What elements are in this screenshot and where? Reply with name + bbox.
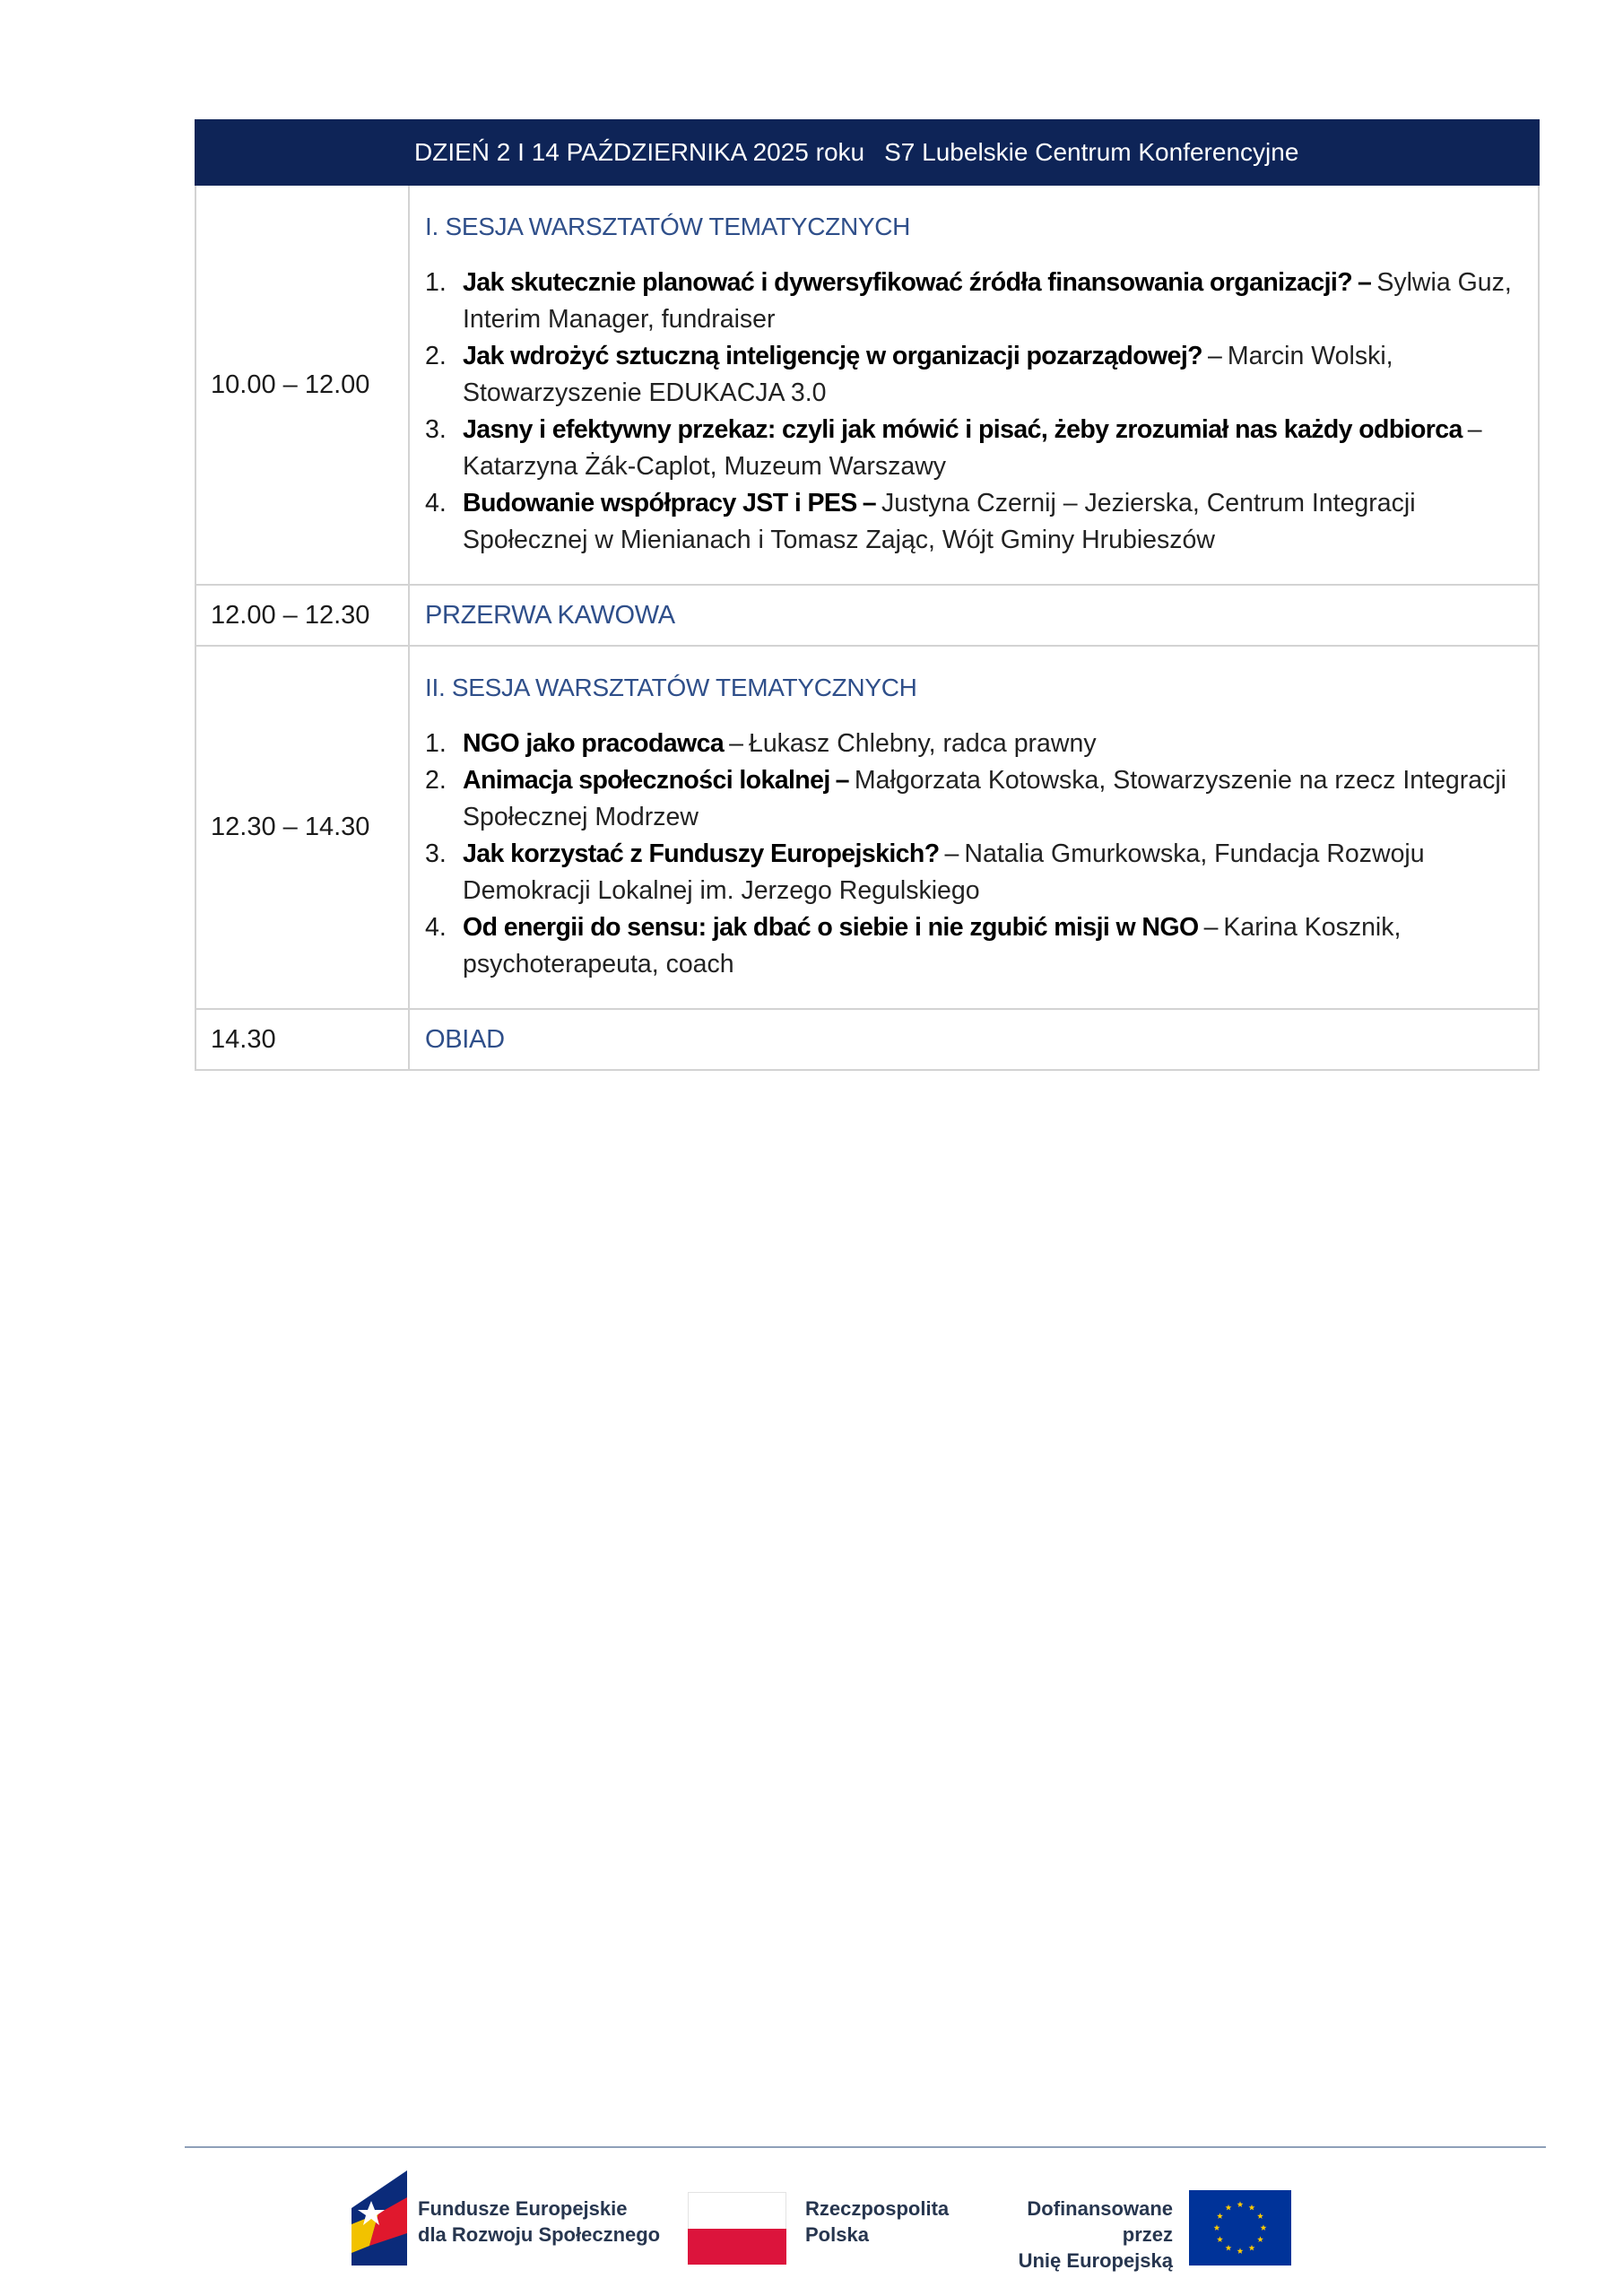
coffee-break-row [195, 585, 1539, 646]
eu-flag-icon [1189, 2190, 1291, 2266]
time-cell: 12.00 – 12.30 [195, 585, 409, 646]
item-dash: – [1207, 342, 1222, 370]
item-dash: – [862, 489, 876, 517]
item-speaker: Justyna Czernij – Jezierska, Centrum Integracji Społecznej w Mienianach i Tomasz Zając, Wójt Gminy Hrubieszów [463, 489, 1416, 554]
item-speaker: Małgorzata Kotowska, Stowarzyszenie na rzecz Integracji Społecznej Modrzew [463, 766, 1506, 831]
item-number: 3. [425, 415, 447, 444]
fundusze-europejskie-logo-icon [352, 2170, 407, 2266]
lunch-row [195, 1009, 1539, 1070]
time-cell: 10.00 – 12.00 [195, 185, 409, 585]
item-number: 4. [425, 489, 447, 517]
item-dash: – [1467, 415, 1482, 444]
agenda-table [195, 119, 1540, 1071]
pl-line-2: Polska [805, 2223, 869, 2246]
item-speaker: Natalia Gmurkowska, Fundacja Rozwoju Demokracji Lokalnej im. Jerzego Regulskiego [463, 839, 1425, 905]
fe-line-1: Fundusze Europejskie [418, 2197, 628, 2220]
item-dash: – [1203, 913, 1219, 942]
fe-program-name [418, 2196, 660, 2248]
item-number: 4. [425, 913, 447, 942]
session-content [409, 646, 1539, 1009]
item-title: Animacja społeczności lokalnej [463, 766, 830, 795]
day-header-row [195, 120, 1539, 185]
list-item [425, 485, 1522, 559]
item-dash: – [835, 766, 849, 795]
item-number: 3. [425, 839, 447, 868]
item-speaker: Katarzyna Żák-Caplot, Muzeum Warszawy [463, 452, 947, 481]
eu-line-1: Dofinansowane przez [1027, 2197, 1173, 2246]
session-content [409, 185, 1539, 585]
time-cell: 14.30 [195, 1009, 409, 1070]
day-header-venue: S7 Lubelskie Centrum Konferencyjne [884, 138, 1299, 166]
list-item [425, 909, 1522, 983]
item-title: Budowanie współpracy JST i PES [463, 489, 857, 517]
item-title: NGO jako pracodawca [463, 729, 725, 758]
funding-footer [0, 2170, 1623, 2272]
workshop-list [425, 265, 1522, 559]
footer-divider [185, 2146, 1546, 2148]
list-item [425, 338, 1522, 412]
item-dash: – [944, 839, 959, 868]
list-item [425, 762, 1522, 836]
item-dash: – [729, 729, 743, 758]
item-title: Jak wdrożyć sztuczną inteligencję w organizacji pozarządowej? [463, 342, 1202, 370]
item-title: Jak skutecznie planować i dywersyfikować źródła finansowania organizacji? [463, 268, 1353, 297]
item-number: 1. [425, 729, 447, 758]
item-dash: – [1358, 268, 1372, 297]
session-row-1 [195, 185, 1539, 585]
item-title: Od energii do sensu: jak dbać o siebie i nie zgubić misji w NGO [463, 913, 1199, 942]
item-number: 1. [425, 268, 447, 297]
list-item [425, 726, 1522, 762]
list-item [425, 265, 1522, 338]
item-title: Jasny i efektywny przekaz: czyli jak mówić i pisać, żeby zrozumiał nas każdy odbiorca [463, 415, 1462, 444]
item-speaker: Łukasz Chlebny, radca prawny [748, 729, 1097, 758]
eu-cofinancing-label [983, 2196, 1173, 2274]
session-title: I. SESJA WARSZTATÓW TEMATYCZNYCH [425, 213, 911, 240]
item-number: 2. [425, 766, 447, 795]
workshop-list [425, 726, 1522, 983]
session-row-2 [195, 646, 1539, 1009]
coffee-break-label: PRZERWA KAWOWA [409, 585, 1539, 646]
item-speaker: Karina Kosznik, psychoterapeuta, coach [463, 913, 1402, 978]
day-header [195, 120, 1539, 185]
time-cell: 12.30 – 14.30 [195, 646, 409, 1009]
list-item [425, 412, 1522, 485]
pl-line-1: Rzeczpospolita [805, 2197, 950, 2220]
item-number: 2. [425, 342, 447, 370]
list-item [425, 836, 1522, 909]
polish-flag-icon [688, 2192, 786, 2264]
eu-line-2: Unię Europejską [1018, 2249, 1173, 2272]
fe-line-2: dla Rozwoju Społecznego [418, 2223, 661, 2246]
poland-label [805, 2196, 949, 2248]
item-speaker: Sylwia Guz, Interim Manager, fundraiser [463, 268, 1512, 334]
item-title: Jak korzystać z Funduszy Europejskich? [463, 839, 940, 868]
day-header-date: DZIEŃ 2 I 14 PAŹDZIERNIKA 2025 roku [414, 138, 865, 166]
item-speaker: Marcin Wolski, Stowarzyszenie EDUKACJA 3.0 [463, 342, 1393, 407]
lunch-label: OBIAD [409, 1009, 1539, 1070]
session-title: II. SESJA WARSZTATÓW TEMATYCZNYCH [425, 674, 917, 701]
